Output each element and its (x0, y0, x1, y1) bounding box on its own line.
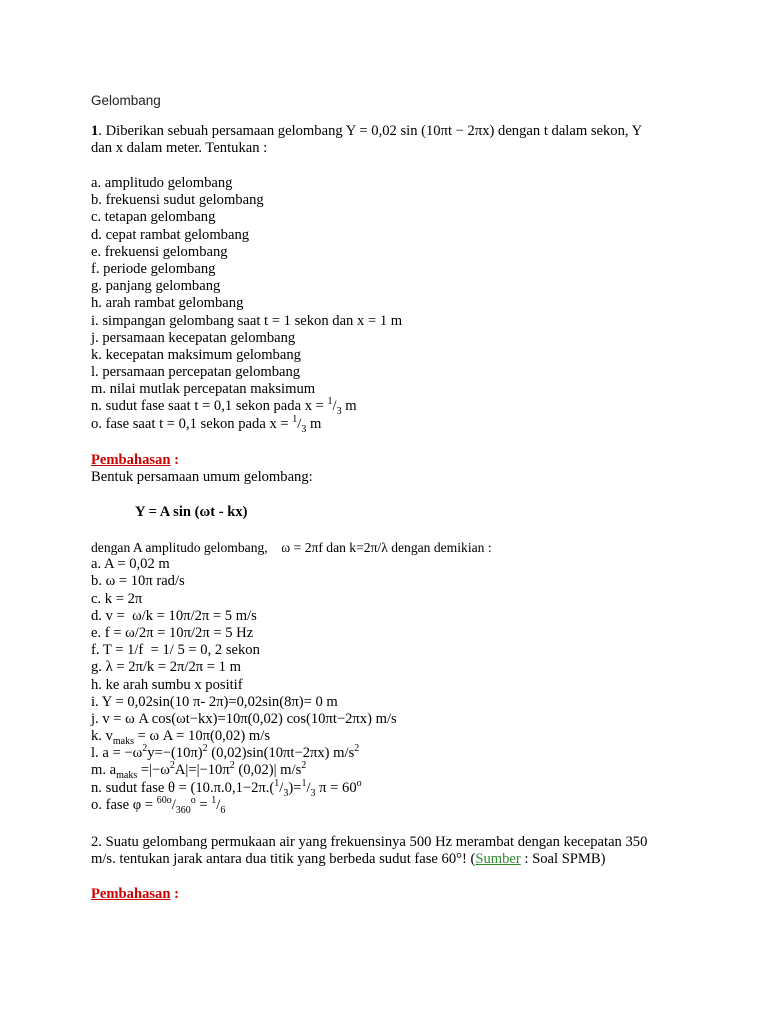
q2-line-1: 2. Suatu gelombang permukaan air yang frekuensinya 500 Hz merambat dengan kecepatan 350 (91, 834, 648, 850)
list-item: d. cepat rambat gelombang (91, 226, 250, 243)
answer-item-n: n. sudut fase $\theta = (10.\pi.0,1-2\pi.(^1/_3)=^1/_3$ $\pi = 60^o$ (91, 777, 362, 799)
answer-item: e. f = ω/2π = 10π/2π = 5 Hz (91, 624, 254, 641)
answer-item: c. k = 2π (91, 590, 143, 607)
answer-list (91, 539, 691, 814)
q1-item-list (91, 175, 691, 433)
pembahasan-heading: Pembahasan (91, 452, 171, 468)
doc-title: Gelombang (91, 93, 161, 108)
bentuk-text: Bentuk persamaan umum gelombang: (91, 469, 313, 486)
list-item-o: o. fase saat t = 0,1 sekon pada $x = ^1/_3$ m (91, 413, 322, 435)
list-item: c. tetapan gelombang (91, 209, 216, 226)
sumber-link[interactable]: Sumber (475, 851, 521, 868)
pembahasan-1: Pembahasan : Bentuk persamaan umum gelombang: (91, 452, 691, 486)
q1-line-2: dan x dalam meter. Tentukan : (91, 140, 268, 157)
q2-line-2: m/s. tentukan jarak antara dua titik yang berbeda sudut fase 60°! (Sumber : Soal SPMB) (91, 851, 606, 868)
list-item: f. periode gelombang (91, 260, 216, 277)
list-item: a. amplitudo gelombang (91, 175, 233, 191)
answer-item: j. v = ω A cos(ωt−kx)=10π(0,02) cos(10πt−2πx) m/s (91, 710, 397, 727)
q1-line-1 (91, 123, 691, 140)
list-item: e. frekuensi gelombang (91, 243, 228, 260)
list-item: l. persamaan percepatan gelombang (91, 364, 301, 381)
answer-item: h. ke arah sumbu x positif (91, 676, 243, 693)
list-item: h. arah rambat gelombang (91, 295, 244, 312)
answer-item: d. v = ω/k = 10π/2π = 5 m/s (91, 607, 257, 624)
answer-item-k: k. $v_{maks} = \omega$ A = 10π(0,02) m/s (91, 728, 270, 747)
q1-text-1: . Diberikan sebuah persamaan gelombang Y = 0,02 sin (10πt − 2πx) dengan t dalam sekon, Y (98, 123, 643, 139)
answer-item: b. ω = 10π rad/s (91, 573, 185, 590)
list-item: g. panjang gelombang (91, 278, 221, 295)
general-formula: Y = A sin (ωt - kx) (135, 504, 248, 520)
list-item: k. kecepatan maksimum gelombang (91, 346, 301, 363)
answer-item-o: o. fase $\varphi = ^{60o}/_{360}^o = ^1/_6$ (91, 794, 226, 816)
pembahasan-heading-2: Pembahasan (91, 886, 171, 902)
answer-item-m: m. $a_{maks} =|-\omega^2A|=|-10\pi^2$ (0,02)| $m/s^2$ (91, 760, 307, 782)
dengan-text: dengan A amplitudo gelombang, ω = 2πf dan k=2π/λ dengan demikian : (91, 540, 492, 555)
answer-item: f. T = 1/f = 1/ 5 = 0, 2 sekon (91, 642, 260, 659)
answer-item: g. λ = 2π/k = 2π/2π = 1 m (91, 659, 241, 676)
list-item: i. simpangan gelombang saat t = 1 sekon dan x = 1 m (91, 312, 403, 329)
list-item: m. nilai mutlak percepatan maksimum (91, 381, 316, 398)
q1-number: 1 (91, 123, 99, 139)
answer-item: a. A = 0,02 m (91, 556, 170, 573)
answer-item: i. Y = 0,02sin(10 π- 2π)=0,02sin(8π)= 0 m (91, 693, 338, 710)
question-2 (91, 834, 711, 868)
answer-item-l: l. $a = -\omega^2y=-(10\pi)^2$ (0,02)sin(10πt−2πx) $m/s^2$ (91, 743, 360, 762)
list-item: j. persamaan kecepatan gelombang (91, 329, 296, 346)
list-item: b. frekuensi sudut gelombang (91, 192, 264, 209)
list-item-n: n. sudut fase saat t = 0,1 sekon pada $x = ^1/_3$ m (91, 396, 357, 418)
pembahasan-2: Pembahasan : (91, 886, 179, 902)
question-1 (91, 123, 691, 157)
